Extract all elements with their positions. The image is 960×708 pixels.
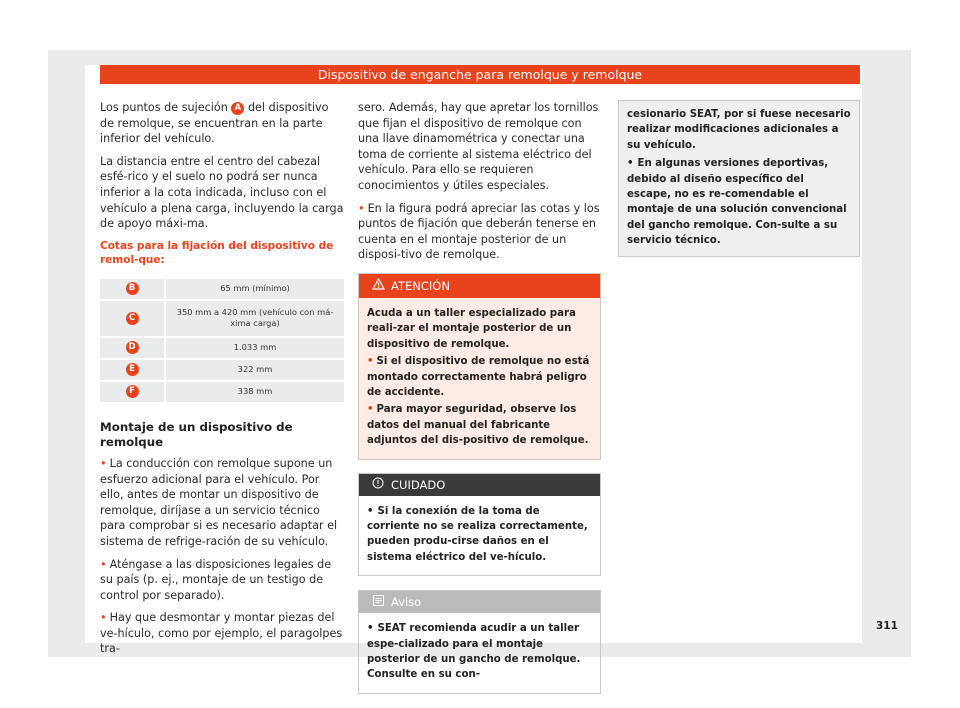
caution-box bbox=[358, 473, 601, 577]
note-continuation-box bbox=[618, 100, 860, 257]
paragraph-continuation: sero. Además, hay que apretar los tornillos que fijan el dispositivo de remolque con una llave dinamométrica y conectar una toma de corriente al sistema eléctrico del vehículo. Para ello se requieren conocimientos y útiles especiales. bbox=[358, 101, 599, 192]
list-item: • SEAT recomienda acudir a un taller espe-cializado para el montaje posterior de un gancho de remolque. Consulte en su con- bbox=[367, 623, 581, 681]
warning-intro: Acuda a un taller especializado para reali-zar el montaje posterior de un dispositivo de remolque. bbox=[367, 307, 576, 350]
table-row bbox=[100, 301, 344, 336]
bullet-icon: • bbox=[100, 456, 107, 470]
list-item: • Si la conexión de la toma de corriente no se realiza correctamente, pueden produ-cirse daños en el sistema eléctrico del ve-hículo. bbox=[367, 505, 588, 563]
warning-header: ATENCIÓN bbox=[359, 274, 600, 298]
marker-d: D bbox=[126, 341, 139, 354]
bullet-icon: • bbox=[100, 611, 107, 625]
list-item: • En la figura podrá apreciar las cotas y los puntos de fijación que deberán tenerse en cuenta en el montaje posterior de un disposi-tivo de remolque. bbox=[358, 201, 600, 262]
paragraph-sujecion: Los puntos de sujeción A del dispositivo de remolque, se encuentran en la parte inferior del vehículo. bbox=[100, 101, 329, 146]
table-row bbox=[100, 360, 344, 380]
marker-b: B bbox=[126, 282, 139, 295]
marker-c: C bbox=[126, 312, 139, 325]
list-item: • Hay que desmontar y montar piezas del ve-hículo, como por ejemplo, el paragolpes tra- bbox=[100, 611, 343, 656]
bullet-icon: • bbox=[100, 557, 107, 571]
page-header: Dispositivo de enganche para remolque y remolque bbox=[100, 65, 860, 84]
cotas-heading: Cotas para la fijación del dispositivo de remol-que: bbox=[100, 239, 334, 266]
warning-box bbox=[358, 273, 601, 460]
warning-triangle-icon bbox=[371, 275, 385, 299]
bullet-icon: • bbox=[358, 201, 365, 215]
table-row bbox=[100, 382, 344, 402]
cota-value: 1.033 mm bbox=[164, 338, 344, 358]
list-item: • Aténgase a las disposiciones legales de su país (p. ej., montaje de un testigo de control por separado). bbox=[100, 557, 332, 602]
info-circle-icon bbox=[371, 475, 385, 497]
list-item: • La conducción con remolque supone un esfuerzo adicional para el vehículo. Por ello, antes de montar un dispositivo de remolque, diríjase a un servicio técnico para comprobar si es necesario adaptar el sistema de refrige-ración de su vehículo. bbox=[100, 456, 338, 548]
marker-e: E bbox=[126, 363, 139, 376]
marker-f: F bbox=[126, 385, 139, 398]
column-middle bbox=[358, 100, 601, 706]
column-right bbox=[618, 100, 860, 257]
table-row bbox=[100, 279, 344, 299]
warning-body bbox=[359, 298, 600, 459]
montaje-heading: Montaje de un dispositivo de remolque bbox=[100, 419, 293, 450]
note-continuation-text: cesionario SEAT, por si fuese necesario realizar modificaciones adicionales a su vehículo. bbox=[627, 109, 851, 151]
list-item: • En algunas versiones deportivas, debido al diseño específico del escape, no es re-comendable el montaje de una solución convencional del gancho remolque. Con-sulte a su servicio técnico. bbox=[627, 158, 847, 247]
bullet-icon: • bbox=[627, 158, 634, 170]
bullet-icon: • bbox=[367, 356, 374, 368]
note-body bbox=[359, 613, 600, 693]
bullet-icon: • bbox=[367, 505, 374, 517]
list-item: • Si el dispositivo de remolque no está montado correctamente habrá peligro de accidente. bbox=[367, 356, 590, 398]
cota-value: 322 mm bbox=[164, 360, 344, 380]
caution-header: CUIDADO bbox=[359, 474, 600, 496]
cotas-table bbox=[100, 277, 344, 404]
cota-value: 65 mm (mínimo) bbox=[164, 279, 344, 299]
bullet-icon: • bbox=[367, 623, 374, 635]
bullet-icon: • bbox=[367, 404, 374, 416]
list-item: • Para mayor seguridad, observe los datos del manual del fabricante adjuntos del dis-positivo de remolque. bbox=[367, 404, 589, 447]
note-box bbox=[358, 590, 601, 694]
column-left bbox=[100, 100, 344, 664]
paragraph-distancia: La distancia entre el centro del cabezal esfé-rico y el suelo no podrá ser nunca inferior a la cota indicada, incluso con el vehículo a plena carga, incluyendo la carga de apoyo máxi-ma. bbox=[100, 154, 344, 231]
page-number: 311 bbox=[876, 620, 898, 632]
cota-value: 350 mm a 420 mm (vehículo con má-xima carga) bbox=[164, 301, 344, 336]
cota-value: 338 mm bbox=[164, 382, 344, 402]
table-row bbox=[100, 338, 344, 358]
note-icon bbox=[371, 592, 385, 614]
caution-body bbox=[359, 496, 600, 576]
marker-a: A bbox=[231, 102, 244, 115]
note-header: Aviso bbox=[359, 591, 600, 613]
